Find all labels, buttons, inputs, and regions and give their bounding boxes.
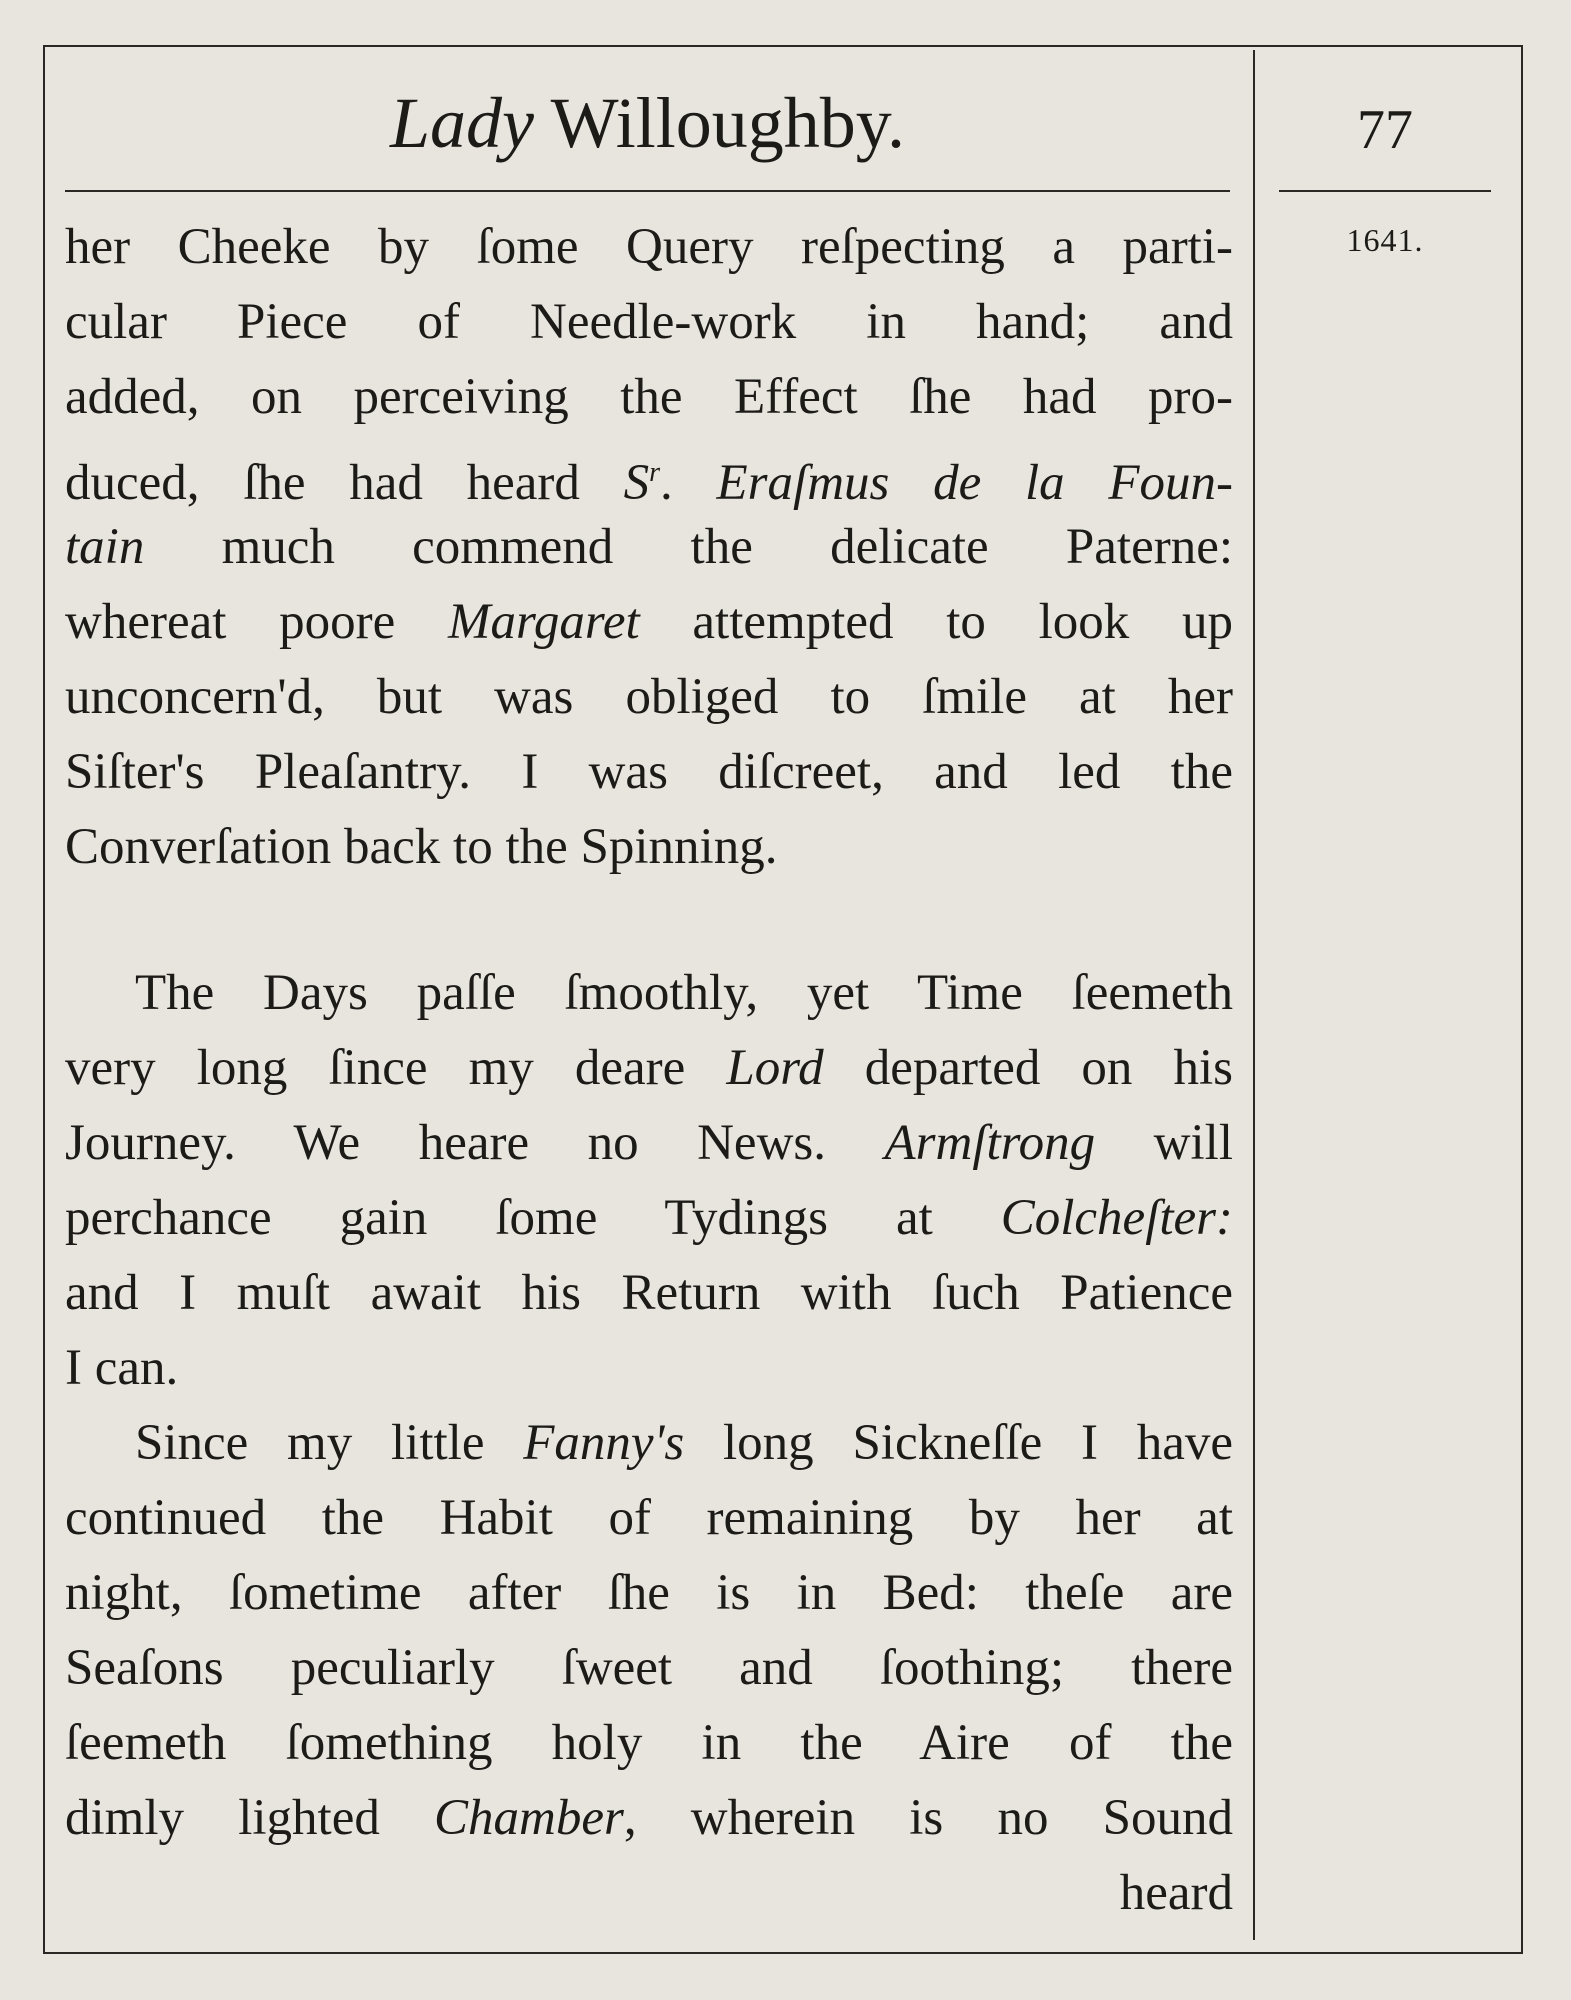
header-rule <box>65 190 1230 192</box>
italic-name: Colcheſter: <box>1000 1190 1233 1246</box>
italic-name: Fanny's <box>523 1415 685 1471</box>
italic-name: Lord <box>726 1040 824 1096</box>
text-line <box>65 435 1233 510</box>
text-line: and I muſt await his Return with ſuch Patience <box>65 1265 1233 1321</box>
text-line <box>65 1031 1233 1106</box>
text-run: , wherein is no Sound <box>623 1790 1233 1846</box>
margin-header-rule <box>1279 190 1491 192</box>
text-line <box>65 1181 1233 1256</box>
italic-name: Eraſmus de la Foun- <box>716 455 1233 510</box>
text-run: Journey. We heare no News. <box>65 1115 885 1171</box>
text-line: cular Piece of Needle-work in hand; and <box>65 294 1233 350</box>
text-run: perchance gain ſome Tydings at <box>65 1190 1001 1246</box>
text-line: Converſation back to the Spinning. <box>65 819 778 875</box>
running-head <box>60 78 1235 168</box>
page-number: 77 <box>1357 99 1413 161</box>
text-run: duced, ſhe had heard <box>65 455 624 510</box>
text-run: will <box>1095 1115 1233 1171</box>
text-line: I can. <box>65 1340 179 1396</box>
text-line: ſeemeth ſomething holy in the Aire of the <box>65 1715 1233 1771</box>
text-line <box>65 1406 1233 1481</box>
text-line <box>65 585 1233 660</box>
text-line: Siſter's Pleaſantry. I was diſcreet, and led the <box>65 744 1233 800</box>
text-line: her Cheeke by ſome Query reſpecting a parti- <box>65 219 1233 275</box>
catchword: heard <box>1119 1865 1233 1921</box>
body-text <box>65 210 1233 1931</box>
text-run: very long ſince my deare <box>65 1040 727 1096</box>
column-divider <box>1253 50 1255 1940</box>
text-line: continued the Habit of remaining by her at <box>65 1490 1233 1546</box>
margin-date: 1641. <box>1346 222 1424 258</box>
text-run: . <box>660 455 717 510</box>
text-line: night, ſometime after ſhe is in Bed: theſe are <box>65 1565 1233 1621</box>
text-run: Since my little <box>135 1415 524 1471</box>
text-run: attempted to look up <box>639 594 1233 650</box>
text-line <box>65 510 1233 585</box>
text-line: The Days paſſe ſmoothly, yet Time ſeemeth <box>135 965 1233 1021</box>
text-line: Seaſons peculiarly ſweet and ſoothing; there <box>65 1640 1233 1696</box>
text-line: unconcern'd, but was obliged to ſmile at her <box>65 669 1233 725</box>
text-run: long Sickneſſe I have <box>684 1415 1233 1471</box>
text-line: added, on perceiving the Effect ſhe had pro- <box>65 369 1233 425</box>
running-head-name: Willoughby. <box>550 83 906 163</box>
text-run: whereat poore <box>65 594 448 650</box>
italic-title-abbrev: $S^r$ <box>623 455 661 510</box>
superscript-letter: r <box>649 457 661 488</box>
text-line <box>65 1106 1233 1181</box>
text-line <box>65 1781 1233 1856</box>
italic-name: Chamber <box>434 1790 624 1846</box>
italic-name: Margaret <box>447 594 640 650</box>
italic-name: Armſtrong <box>884 1115 1096 1171</box>
text-run: much commend the delicate Paterne: <box>144 519 1233 575</box>
text-run: departed on his <box>823 1040 1233 1096</box>
text-run: dimly lighted <box>65 1790 435 1846</box>
running-head-italic: Lady <box>389 83 534 163</box>
italic-name: tain <box>65 519 145 575</box>
paragraph-gap <box>65 885 1233 956</box>
